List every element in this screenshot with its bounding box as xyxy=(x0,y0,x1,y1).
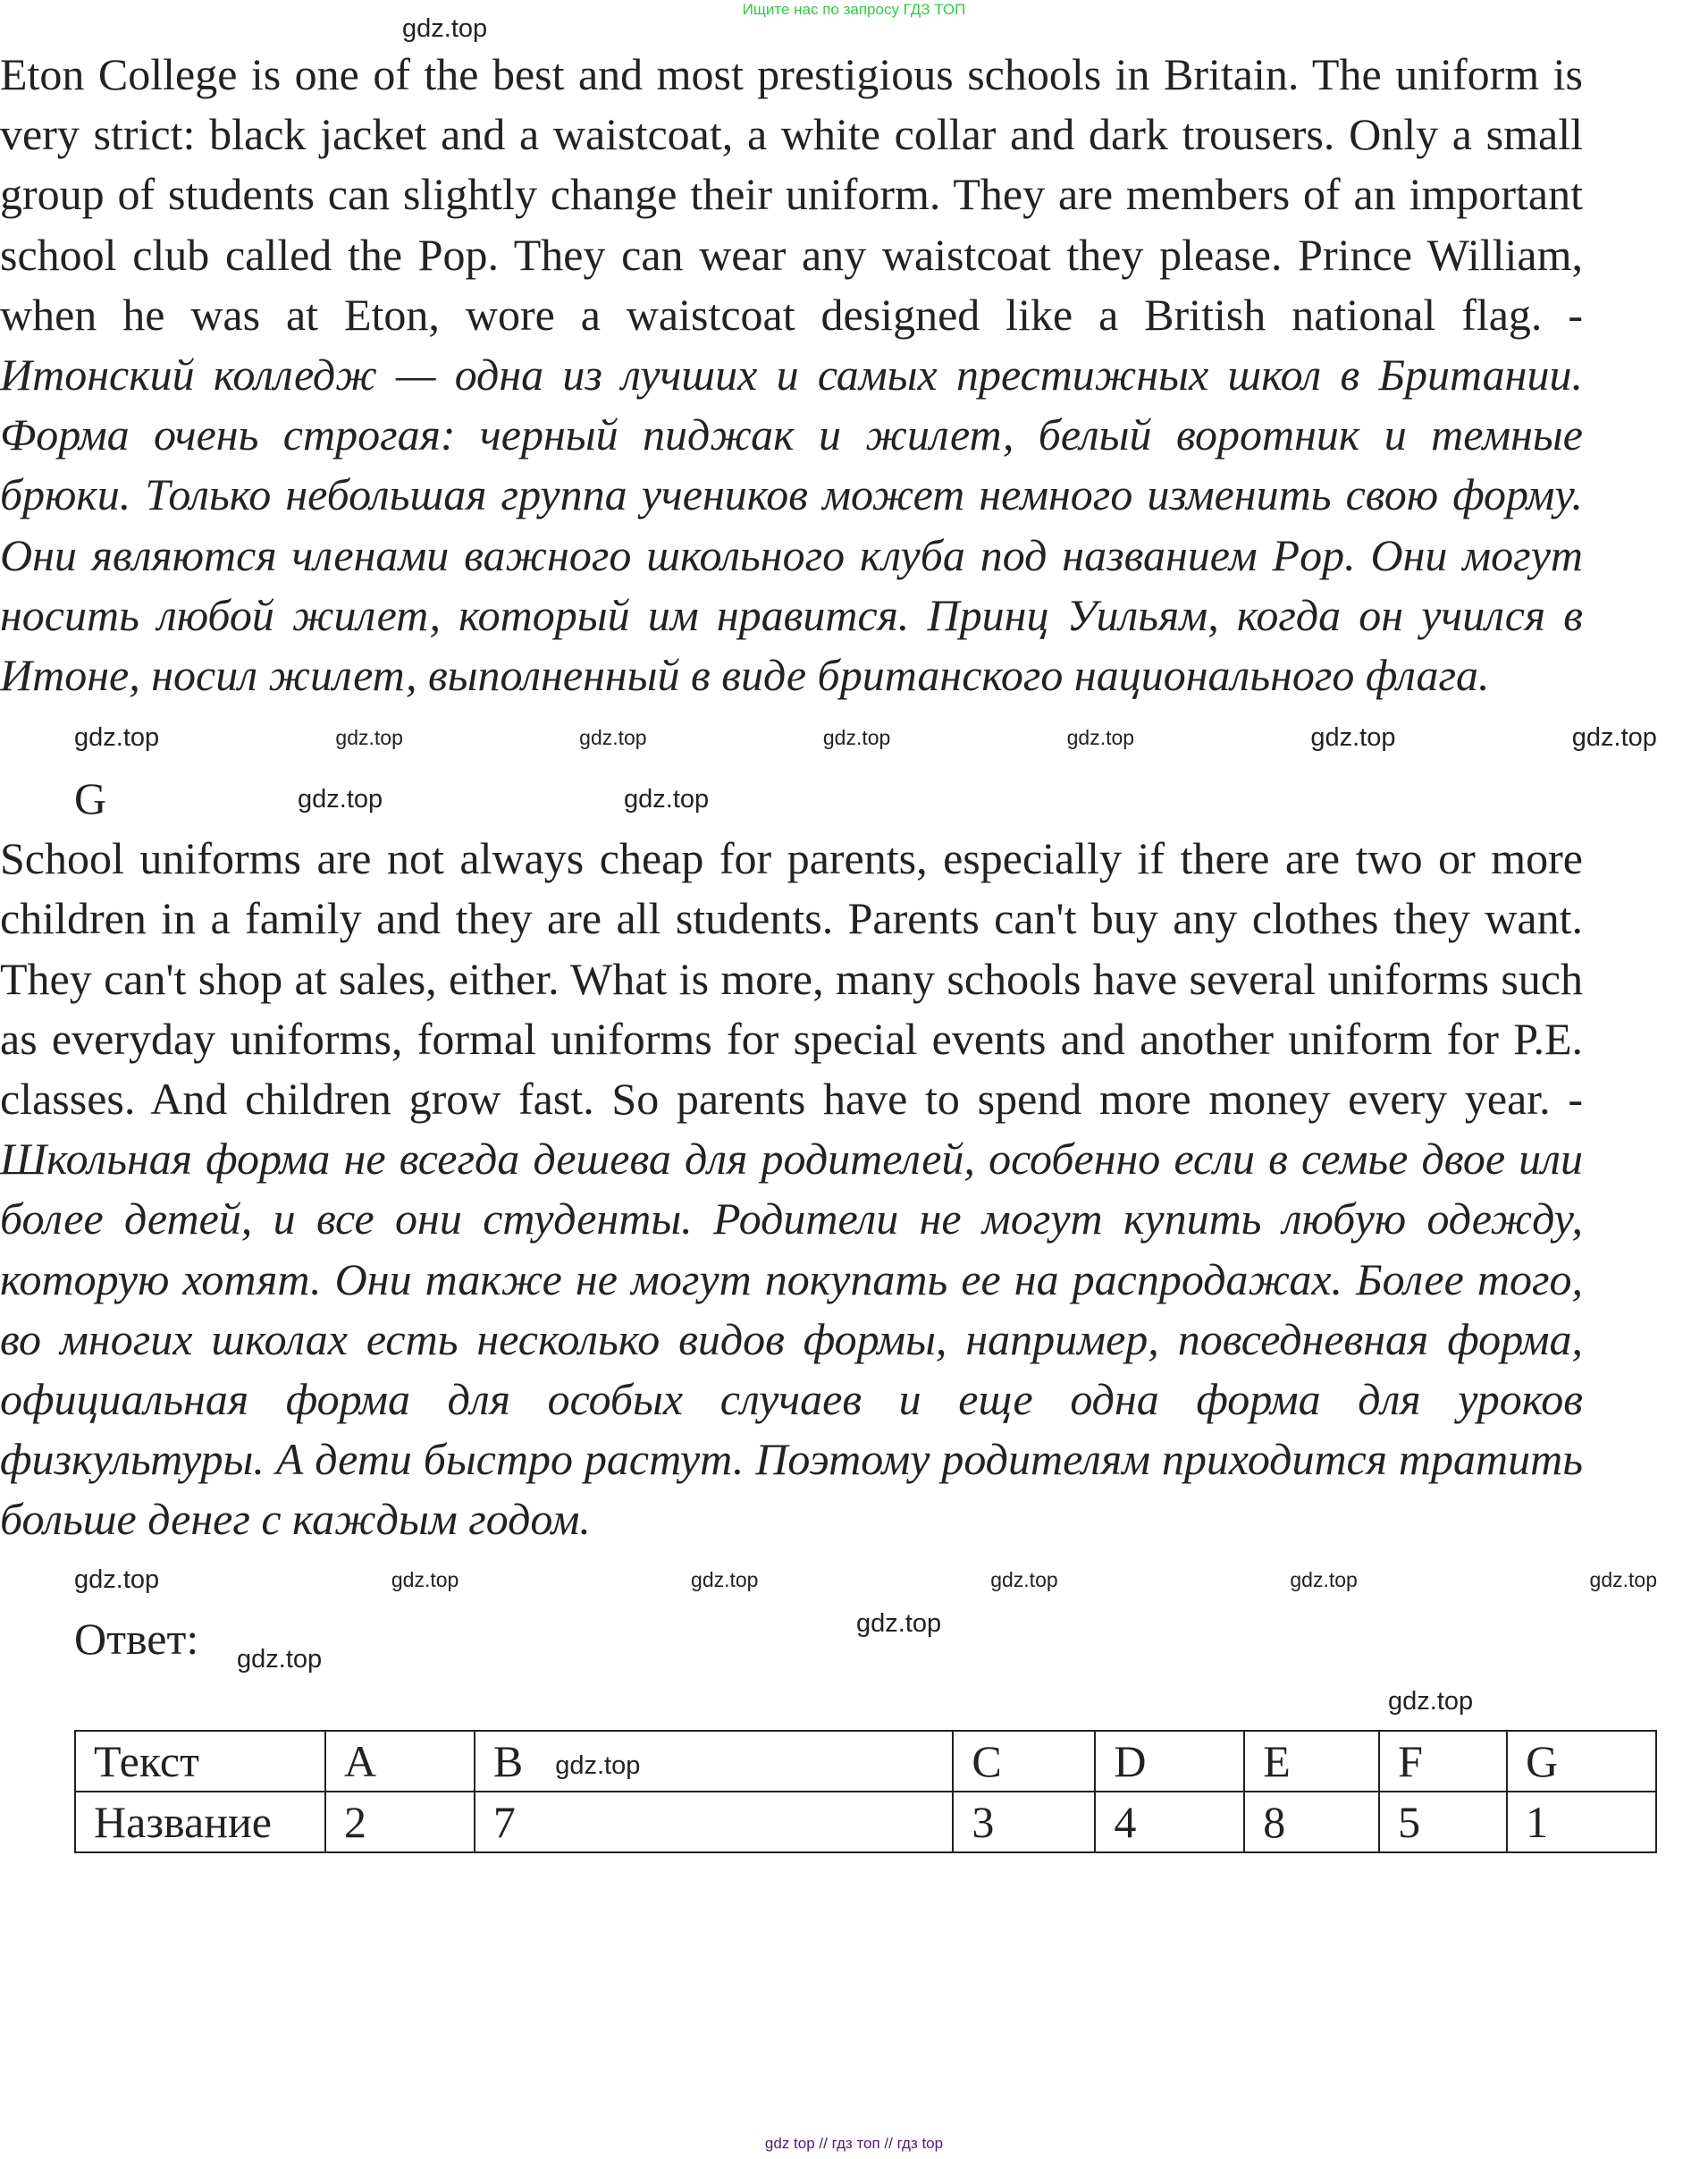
table-cell: 8 xyxy=(1244,1792,1379,1852)
table-cell: 3 xyxy=(953,1792,1095,1852)
table-cell: 5 xyxy=(1379,1792,1507,1852)
paragraph-g xyxy=(0,829,1583,1549)
footer-links[interactable]: gdz top // гдз топ // гдз top xyxy=(764,2135,944,2152)
watermark-row-top xyxy=(74,14,1657,45)
table-cell: C xyxy=(953,1731,1095,1792)
table-cell-text: B xyxy=(492,1735,524,1786)
watermark: gdz.top xyxy=(1310,722,1396,752)
table-row xyxy=(75,1792,1656,1852)
watermark: gdz.top xyxy=(237,1644,323,1674)
paragraph-g-heading xyxy=(74,769,1657,829)
table-cell xyxy=(475,1731,954,1792)
table-cell: 7 xyxy=(475,1792,954,1852)
table-cell: E xyxy=(1244,1731,1379,1792)
watermark: gdz.top xyxy=(555,1751,641,1781)
watermark: gdz.top xyxy=(856,1608,942,1638)
table-cell: D xyxy=(1095,1731,1244,1792)
watermark: gdz.top xyxy=(1589,1567,1657,1591)
table-cell: 1 xyxy=(1507,1792,1656,1852)
paragraph-g-letter: G xyxy=(74,773,107,824)
answer-table-wrap xyxy=(74,1730,1657,1853)
paragraph-f-english: Eton College is one of the best and most prestigious schools in Britain. The uniform is very strict: black jacket and a waistcoat, a white collar and dark trousers. Only a small group of students can slightly change their uniform. They are members of an important school club called the Pop. They can wear any waistcoat they please. Prince William, when he was at Eton, wore a waistcoat designed like a British national flag. - xyxy=(0,49,1583,340)
watermark: gdz.top xyxy=(74,722,160,752)
table-row xyxy=(75,1731,1656,1792)
paragraph-g-english: School uniforms are not always cheap for parents, especially if there are two or more children in a family and they are all students. Parents can't buy any clothes they want. They can't shop at sales, either. What is more, many schools have several uniforms such as everyday uniforms, formal uniforms for special events and another uniform for P.E. classes. And children grow fast. So parents have to spend more money every year. - xyxy=(0,833,1583,1125)
table-cell: 4 xyxy=(1095,1792,1244,1852)
watermark: gdz.top xyxy=(624,785,710,814)
answer-line xyxy=(74,1608,1657,1674)
watermark: gdz.top xyxy=(691,1567,759,1591)
watermark-row-after-g xyxy=(74,1550,1657,1609)
table-cell: A xyxy=(325,1731,475,1792)
watermark: gdz.top xyxy=(822,725,891,749)
table-cell: G xyxy=(1507,1731,1656,1792)
watermark: gdz.top xyxy=(391,1567,459,1591)
watermark: gdz.top xyxy=(335,725,403,749)
watermark: gdz.top xyxy=(74,1564,160,1594)
paragraph-g-russian: Школьная форма не всегда дешева для родителей, особенно если в семье двое или более детей, и все они студенты. Родители не могут купить любую одежду, которую хотят. Они также не могут покупать ее на распродажах. Более того, во многих школах есть несколько видов формы, например, повседневная форма, официальная форма для особых случаев и еще одна форма для уроков физкультуры. А дети быстро растут. Поэтому родителям приходится тратить больше денег с каждым годом. xyxy=(0,1134,1583,1545)
watermark: gdz.top xyxy=(298,785,383,814)
table-cell: Название xyxy=(75,1792,325,1852)
watermark: gdz.top xyxy=(990,1567,1058,1591)
watermark: gdz.top xyxy=(579,725,647,749)
watermark: gdz.top xyxy=(402,14,488,43)
watermark-row-before-table xyxy=(74,1669,1657,1730)
watermark: gdz.top xyxy=(1290,1567,1358,1591)
watermark: gdz.top xyxy=(1388,1686,1474,1716)
table-cell: F xyxy=(1379,1731,1507,1792)
answer-table xyxy=(74,1730,1657,1853)
paragraph-f-russian: Итонский колледж — одна из лучших и самых престижных школ в Британии. Форма очень строгая: черный пиджак и жилет, белый воротник и темные брюки. Только небольшая группа учеников может немного изменить свою форму. Они являются членами важного школьного клуба под названием Pop. Они могут носить любой жилет, который им нравится. Принц Уильям, когда он учился в Итоне, носил жилет, выполненный в виде британского национального флага. xyxy=(0,350,1583,701)
watermark-row-after-f xyxy=(74,705,1657,769)
table-cell: Текст xyxy=(75,1731,325,1792)
paragraph-f xyxy=(0,45,1583,705)
watermark: gdz.top xyxy=(1571,722,1657,752)
search-banner[interactable]: Ищите нас по запросу ГДЗ ТОП xyxy=(742,1,966,18)
table-cell: 2 xyxy=(325,1792,475,1852)
answer-label: Ответ: xyxy=(74,1613,199,1664)
watermark: gdz.top xyxy=(1066,725,1135,749)
